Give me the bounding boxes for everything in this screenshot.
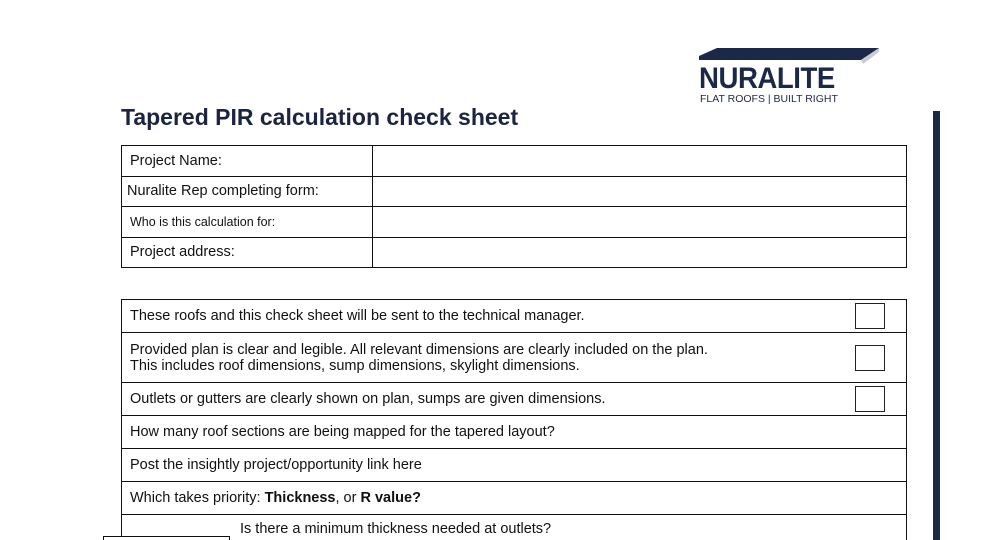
question-row: [122, 416, 907, 449]
rep-label: Nuralite Rep completing form:: [122, 176, 373, 207]
checklist-item-text-line1: Provided plan is clear and legible. All relevant dimensions are clearly included on the plan.: [130, 341, 708, 358]
thickness-option: Thickness: [264, 490, 336, 506]
project-info-table: [121, 145, 907, 268]
checklist-item-text: These roofs and this check sheet will be sent to the technical manager.: [122, 300, 849, 333]
table-row: [122, 237, 907, 268]
project-address-label: Project address:: [122, 237, 373, 268]
table-row: [122, 207, 907, 238]
question-row: [122, 449, 907, 482]
answer-box[interactable]: [103, 536, 230, 540]
checklist-table: [121, 299, 907, 540]
calculation-for-field[interactable]: [373, 207, 907, 238]
decorative-side-bar: [933, 111, 940, 540]
nuralite-logo: [699, 48, 881, 106]
checklist-item-text: Outlets or gutters are clearly shown on plan, sumps are given dimensions.: [122, 383, 849, 416]
priority-question[interactable]: Which takes priority: Thickness, or R value?: [122, 482, 907, 515]
project-name-label: Project Name:: [122, 146, 373, 177]
checklist-row: [122, 300, 907, 333]
checkbox-plan-legible[interactable]: [855, 345, 885, 371]
r-value-option: R value?: [360, 490, 421, 506]
project-address-field[interactable]: [373, 237, 907, 268]
checklist-row: [122, 333, 907, 383]
minimum-thickness-question[interactable]: Is there a minimum thickness needed at outlets?: [122, 515, 907, 540]
project-name-field[interactable]: [373, 146, 907, 177]
question-row: [122, 515, 907, 540]
checklist-item-text-line2: This includes roof dimensions, sump dimensions, skylight dimensions.: [130, 357, 580, 374]
insightly-link-question[interactable]: Post the insightly project/opportunity link here: [122, 449, 907, 482]
roof-sections-question[interactable]: How many roof sections are being mapped for the tapered layout?: [122, 416, 907, 449]
rep-field[interactable]: [373, 176, 907, 207]
checklist-row: [122, 383, 907, 416]
brand-tagline: FLAT ROOFS | BUILT RIGHT: [700, 93, 838, 105]
page-title: Tapered PIR calculation check sheet: [121, 104, 519, 130]
table-row: [122, 176, 907, 207]
checkbox-outlets-shown[interactable]: [855, 386, 885, 412]
checkbox-sent-to-manager[interactable]: [855, 303, 885, 329]
table-row: [122, 146, 907, 177]
calculation-for-label: Who is this calculation for:: [122, 207, 373, 238]
question-row: [122, 482, 907, 515]
brand-name: NURALITE: [699, 62, 835, 95]
